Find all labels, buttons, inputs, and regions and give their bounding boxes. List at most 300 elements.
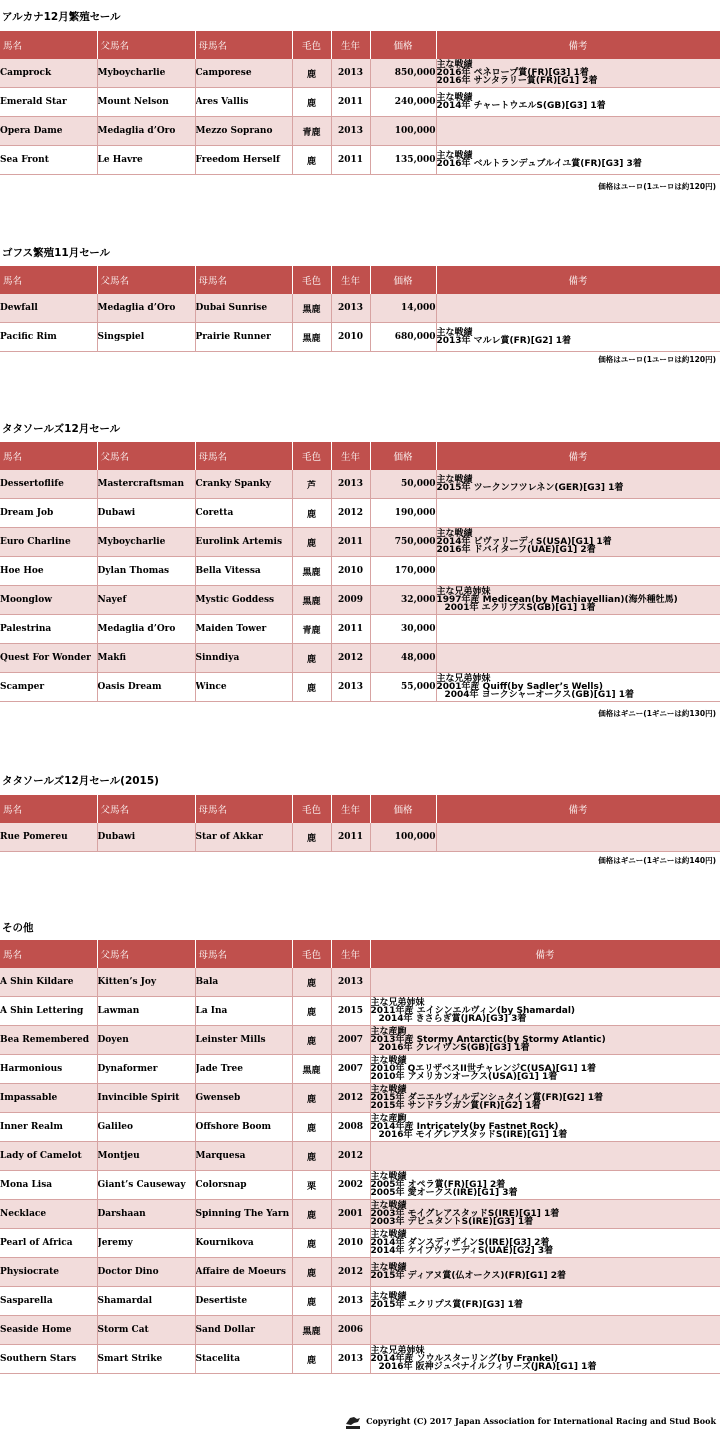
remarks	[370, 1026, 720, 1055]
sire-name: Nayef	[97, 586, 195, 615]
header-row	[0, 940, 720, 968]
remark-line: 2005年 愛オークス(IRE)[G1] 3着	[370, 1188, 518, 1198]
remarks	[436, 59, 720, 88]
remark-line: 2016年 モイグレアスタッドS(IRE)[G1] 1着	[378, 1130, 568, 1140]
coat-color: 黒鹿	[292, 1055, 331, 1084]
dam-name: Kournikova	[195, 1229, 292, 1258]
birth-year: 2011	[331, 88, 370, 117]
remark-line: 主な戦績	[370, 1201, 407, 1211]
remark-line: 2014年 きさらぎ賞(JRA)[G3] 3着	[378, 1014, 527, 1024]
header-name: 馬名	[0, 940, 97, 968]
price-note: 価格はギニー(1ギニーは約140円)	[598, 856, 716, 865]
remark-line: 2015年 サンドランガン賞(FR)[G2] 1着	[370, 1101, 541, 1111]
remark-line: 主な戦績	[370, 1056, 407, 1066]
sale-table	[0, 442, 720, 702]
coat-color: 鹿	[292, 823, 331, 852]
remark-line: 2005年 オペラ賞(FR)[G1] 2着	[370, 1180, 506, 1190]
coat-color: 青鹿	[292, 615, 331, 644]
remark-line: 主な戦績	[436, 93, 473, 103]
dam-name: Leinster Mills	[195, 1026, 292, 1055]
header-note: 備考	[436, 266, 720, 294]
horse-name: Emerald Star	[0, 88, 97, 117]
dam-name: Stacelita	[195, 1345, 292, 1374]
horse-name: Inner Realm	[0, 1113, 97, 1142]
coat-color: 鹿	[292, 1026, 331, 1055]
remark-line: 主な戦績	[370, 1172, 407, 1182]
birth-year: 2013	[331, 1345, 370, 1374]
dam-name: Bala	[195, 968, 292, 997]
header-dam: 母馬名	[195, 266, 292, 294]
remark-line: 主な戦績	[436, 328, 473, 338]
remarks	[370, 1055, 720, 1084]
dam-name: Spinning The Yarn	[195, 1200, 292, 1229]
horse-name: Impassable	[0, 1084, 97, 1113]
table-row	[0, 557, 720, 586]
sire-name: Dubawi	[97, 823, 195, 852]
dam-name: Freedom Herself	[195, 146, 292, 175]
table-row	[0, 1200, 720, 1229]
dam-name: Jade Tree	[195, 1055, 292, 1084]
dam-name: Ares Vallis	[195, 88, 292, 117]
remark-line: 2013年 マルレ賞(FR)[G2] 1着	[436, 336, 572, 346]
table-row	[0, 59, 720, 88]
dam-name: Sinndiya	[195, 644, 292, 673]
other-table	[0, 940, 720, 1374]
header-color: 毛色	[292, 31, 331, 59]
remark-line: 2014年 ダンスディザインS(IRE)[G3] 2着	[370, 1238, 550, 1248]
birth-year: 2012	[331, 499, 370, 528]
horse-name: Pearl of Africa	[0, 1229, 97, 1258]
horse-name: A Shin Lettering	[0, 997, 97, 1026]
jairs-logo-icon	[344, 1412, 362, 1430]
horse-name: A Shin Kildare	[0, 968, 97, 997]
coat-color: 黒鹿	[292, 1316, 331, 1345]
header-name: 馬名	[0, 266, 97, 294]
table-row	[0, 323, 720, 352]
remark-line: 主な戦績	[370, 1292, 407, 1302]
sire-name: Montjeu	[97, 1142, 195, 1171]
price: 190,000	[370, 499, 436, 528]
header-year: 生年	[331, 795, 370, 823]
coat-color: 鹿	[292, 146, 331, 175]
header-name: 馬名	[0, 442, 97, 470]
header-year: 生年	[331, 31, 370, 59]
header-color: 毛色	[292, 266, 331, 294]
price: 850,000	[370, 59, 436, 88]
remarks	[370, 1287, 720, 1316]
remarks	[370, 1200, 720, 1229]
remark-line: 主な産駒	[370, 1027, 407, 1037]
birth-year: 2011	[331, 615, 370, 644]
header-note: 備考	[370, 940, 720, 968]
sire-name: Darshaan	[97, 1200, 195, 1229]
remark-line: 2014年産 Intricately(by Fastnet Rock)	[370, 1122, 559, 1132]
birth-year: 2012	[331, 1258, 370, 1287]
dam-name: Sand Dollar	[195, 1316, 292, 1345]
price: 14,000	[370, 294, 436, 323]
header-row	[0, 31, 720, 59]
remark-line: 2010年 QエリザベスII世チャレンジC(USA)[G1] 1着	[370, 1064, 596, 1074]
dam-name: Affaire de Moeurs	[195, 1258, 292, 1287]
sire-name: Galileo	[97, 1113, 195, 1142]
price: 240,000	[370, 88, 436, 117]
table-row	[0, 823, 720, 852]
remarks	[370, 1229, 720, 1258]
birth-year: 2013	[331, 470, 370, 499]
birth-year: 2009	[331, 586, 370, 615]
birth-year: 2008	[331, 1113, 370, 1142]
remark-line: 2015年 ツークンフツレネン(GER)[G3] 1着	[436, 483, 624, 493]
remark-line: 主な戦績	[370, 1085, 407, 1095]
header-row	[0, 795, 720, 823]
birth-year: 2010	[331, 1229, 370, 1258]
remark-line: 2016年 ドバイターフ(UAE)[G1] 2着	[436, 545, 596, 555]
remarks	[436, 644, 720, 673]
dam-name: Mystic Goddess	[195, 586, 292, 615]
horse-name: Physiocrate	[0, 1258, 97, 1287]
remark-line: 主な戦績	[370, 1230, 407, 1240]
dam-name: Gwenseb	[195, 1084, 292, 1113]
dam-name: Desertiste	[195, 1287, 292, 1316]
remark-line: 主な兄弟姉妹	[370, 1346, 425, 1356]
price: 55,000	[370, 673, 436, 702]
coat-color: 鹿	[292, 1229, 331, 1258]
coat-color: 鹿	[292, 997, 331, 1026]
dam-name: Cranky Spanky	[195, 470, 292, 499]
horse-name: Seaside Home	[0, 1316, 97, 1345]
dam-name: Camporese	[195, 59, 292, 88]
table-row	[0, 1084, 720, 1113]
birth-year: 2012	[331, 644, 370, 673]
coat-color: 鹿	[292, 1200, 331, 1229]
horse-name: Euro Charline	[0, 528, 97, 557]
header-name: 馬名	[0, 795, 97, 823]
price: 170,000	[370, 557, 436, 586]
dam-name: Wince	[195, 673, 292, 702]
remark-line: 2003年 モイグレアスタッドS(IRE)[G1] 1着	[370, 1209, 560, 1219]
horse-name: Bea Remembered	[0, 1026, 97, 1055]
birth-year: 2011	[331, 528, 370, 557]
table-row	[0, 615, 720, 644]
sire-name: Mastercraftsman	[97, 470, 195, 499]
header-sire: 父馬名	[97, 31, 195, 59]
section-title: タタソールズ12月セール	[2, 423, 121, 435]
sire-name: Doyen	[97, 1026, 195, 1055]
dam-name: La Ina	[195, 997, 292, 1026]
horse-name: Harmonious	[0, 1055, 97, 1084]
copyright-text: Copyright (C) 2017 Japan Association for International Racing and Stud Book	[366, 1416, 716, 1426]
birth-year: 2002	[331, 1171, 370, 1200]
remark-line: 2015年 エクリプス賞(FR)[G3] 1着	[370, 1300, 523, 1310]
dam-name: Offshore Boom	[195, 1113, 292, 1142]
price: 48,000	[370, 644, 436, 673]
horse-name: Sea Front	[0, 146, 97, 175]
remark-line: 1997年産 Medicean(by Machiavellian)(海外種牡馬)	[436, 595, 678, 605]
remark-line: 主な戦績	[370, 1263, 407, 1273]
dam-name: Dubai Sunrise	[195, 294, 292, 323]
remarks	[436, 117, 720, 146]
table-row	[0, 1345, 720, 1374]
coat-color: 青鹿	[292, 117, 331, 146]
birth-year: 2010	[331, 557, 370, 586]
remarks	[436, 499, 720, 528]
coat-color: 鹿	[292, 1258, 331, 1287]
remark-line: 2014年 ビヴァリーディS(USA)[G1] 1着	[436, 537, 612, 547]
sire-name: Myboycharlie	[97, 59, 195, 88]
dam-name: Mezzo Soprano	[195, 117, 292, 146]
table-row	[0, 1229, 720, 1258]
price: 30,000	[370, 615, 436, 644]
remarks	[436, 823, 720, 852]
coat-color: 鹿	[292, 88, 331, 117]
sire-name: Smart Strike	[97, 1345, 195, 1374]
sire-name: Invincible Spirit	[97, 1084, 195, 1113]
birth-year: 2013	[331, 673, 370, 702]
coat-color: 鹿	[292, 499, 331, 528]
sire-name: Medaglia d’Oro	[97, 117, 195, 146]
coat-color: 芦	[292, 470, 331, 499]
sire-name: Dubawi	[97, 499, 195, 528]
sale-table	[0, 31, 720, 175]
dam-name: Colorsnap	[195, 1171, 292, 1200]
remark-line: 2015年 ディアヌ賞(仏オークス)(FR)[G1] 2着	[370, 1271, 567, 1281]
table-row	[0, 1287, 720, 1316]
table-row	[0, 499, 720, 528]
remark-line: 主な兄弟姉妹	[370, 998, 425, 1008]
header-dam: 母馬名	[195, 940, 292, 968]
header-price: 価格	[370, 795, 436, 823]
sire-name: Mount Nelson	[97, 88, 195, 117]
birth-year: 2007	[331, 1055, 370, 1084]
sale-table	[0, 266, 720, 352]
table-row	[0, 88, 720, 117]
section-title: その他	[2, 922, 34, 934]
coat-color: 鹿	[292, 1345, 331, 1374]
remark-line: 主な戦績	[436, 151, 473, 161]
remarks	[436, 528, 720, 557]
birth-year: 2013	[331, 117, 370, 146]
header-color: 毛色	[292, 940, 331, 968]
remarks	[436, 615, 720, 644]
remark-line: 主な兄弟姉妹	[436, 674, 491, 684]
header-year: 生年	[331, 940, 370, 968]
remarks	[370, 1345, 720, 1374]
birth-year: 2001	[331, 1200, 370, 1229]
header-color: 毛色	[292, 442, 331, 470]
birth-year: 2011	[331, 146, 370, 175]
coat-color: 鹿	[292, 1142, 331, 1171]
table-row	[0, 528, 720, 557]
birth-year: 2012	[331, 1142, 370, 1171]
price: 100,000	[370, 117, 436, 146]
coat-color: 栗	[292, 1171, 331, 1200]
horse-name: Dessertoflife	[0, 470, 97, 499]
table-row	[0, 1171, 720, 1200]
remarks	[370, 1113, 720, 1142]
header-dam: 母馬名	[195, 31, 292, 59]
table-row	[0, 968, 720, 997]
coat-color: 鹿	[292, 528, 331, 557]
table-row	[0, 1026, 720, 1055]
table-row	[0, 1142, 720, 1171]
price-note: 価格はユーロ(1ユーロは約120円)	[598, 182, 716, 191]
header-sire: 父馬名	[97, 795, 195, 823]
header-note: 備考	[436, 442, 720, 470]
remark-line: 2016年 阪神ジュベナイルフィリーズ(JRA)[G1] 1着	[378, 1362, 597, 1372]
remark-line: 2016年 ベルトランデュブルイユ賞(FR)[G3] 3着	[436, 159, 642, 169]
birth-year: 2006	[331, 1316, 370, 1345]
remark-line: 2016年 サンタラリー賞(FR)[G1] 2着	[436, 76, 598, 86]
price-note: 価格はユーロ(1ユーロは約120円)	[598, 355, 716, 364]
horse-name: Southern Stars	[0, 1345, 97, 1374]
sire-name: Medaglia d’Oro	[97, 294, 195, 323]
birth-year: 2012	[331, 1084, 370, 1113]
table-row	[0, 1258, 720, 1287]
dam-name: Maiden Tower	[195, 615, 292, 644]
header-year: 生年	[331, 266, 370, 294]
sire-name: Medaglia d’Oro	[97, 615, 195, 644]
sire-name: Oasis Dream	[97, 673, 195, 702]
horse-name: Pacific Rim	[0, 323, 97, 352]
remarks	[436, 294, 720, 323]
horse-name: Dream Job	[0, 499, 97, 528]
sire-name: Shamardal	[97, 1287, 195, 1316]
table-row	[0, 673, 720, 702]
header-row	[0, 442, 720, 470]
coat-color: 鹿	[292, 968, 331, 997]
coat-color: 鹿	[292, 1084, 331, 1113]
header-price: 価格	[370, 31, 436, 59]
dam-name: Bella Vitessa	[195, 557, 292, 586]
coat-color: 鹿	[292, 59, 331, 88]
remark-line: 2010年 アメリカンオークス(USA)[G1] 1着	[370, 1072, 558, 1082]
table-row	[0, 1113, 720, 1142]
header-sire: 父馬名	[97, 940, 195, 968]
remarks	[370, 1142, 720, 1171]
coat-color: 黒鹿	[292, 557, 331, 586]
remarks	[370, 1084, 720, 1113]
remark-line: 2016年 ペネロープ賞(FR)[G3] 1着	[436, 68, 589, 78]
horse-name: Hoe Hoe	[0, 557, 97, 586]
sire-name: Dynaformer	[97, 1055, 195, 1084]
horse-name: Rue Pomereu	[0, 823, 97, 852]
remark-line: 主な戦績	[436, 60, 473, 70]
remarks	[370, 1316, 720, 1345]
price: 32,000	[370, 586, 436, 615]
horse-name: Necklace	[0, 1200, 97, 1229]
coat-color: 黒鹿	[292, 294, 331, 323]
remarks	[436, 146, 720, 175]
price: 135,000	[370, 146, 436, 175]
horse-name: Dewfall	[0, 294, 97, 323]
table-row	[0, 1316, 720, 1345]
table-row	[0, 294, 720, 323]
remark-line: 2003年 デビュタントS(IRE)[G3] 1着	[370, 1217, 534, 1227]
remark-line: 2014年 チャートウエルS(GB)[G3] 1着	[436, 101, 606, 111]
header-sire: 父馬名	[97, 442, 195, 470]
table-row	[0, 644, 720, 673]
sale-table	[0, 795, 720, 852]
remark-line: 2001年産 Quiff(by Sadler’s Wells)	[436, 682, 603, 692]
horse-name: Scamper	[0, 673, 97, 702]
header-sire: 父馬名	[97, 266, 195, 294]
birth-year: 2013	[331, 968, 370, 997]
coat-color: 黒鹿	[292, 323, 331, 352]
sire-name: Lawman	[97, 997, 195, 1026]
dam-name: Eurolink Artemis	[195, 528, 292, 557]
header-note: 備考	[436, 31, 720, 59]
horse-name: Mona Lisa	[0, 1171, 97, 1200]
horse-name: Opera Dame	[0, 117, 97, 146]
sire-name: Singspiel	[97, 323, 195, 352]
horse-name: Sasparella	[0, 1287, 97, 1316]
header-dam: 母馬名	[195, 795, 292, 823]
remark-line: 2004年 ヨークシャーオークス(GB)[G1] 1着	[444, 690, 634, 700]
remark-line: 2013年産 Stormy Antarctic(by Stormy Atlantic)	[370, 1035, 606, 1045]
table-row	[0, 586, 720, 615]
birth-year: 2007	[331, 1026, 370, 1055]
section-title: ゴフス繁殖11月セール	[2, 247, 111, 259]
remarks	[370, 997, 720, 1026]
table-row	[0, 1055, 720, 1084]
header-row	[0, 266, 720, 294]
horse-name: Palestrina	[0, 615, 97, 644]
sire-name: Myboycharlie	[97, 528, 195, 557]
price: 50,000	[370, 470, 436, 499]
remarks	[436, 673, 720, 702]
header-price: 価格	[370, 266, 436, 294]
remark-line: 主な産駒	[370, 1114, 407, 1124]
horse-name: Camprock	[0, 59, 97, 88]
remark-line: 2015年 ダニエルヴィルデンシュタイン賞(FR)[G2] 1着	[370, 1093, 603, 1103]
dam-name: Prairie Runner	[195, 323, 292, 352]
sire-name: Doctor Dino	[97, 1258, 195, 1287]
remark-line: 主な戦績	[436, 529, 473, 539]
remark-line: 2016年 クレイヴンS(GB)[G3] 1着	[378, 1043, 530, 1053]
price: 750,000	[370, 528, 436, 557]
remarks	[436, 323, 720, 352]
dam-name: Star of Akkar	[195, 823, 292, 852]
header-price: 価格	[370, 442, 436, 470]
coat-color: 鹿	[292, 1113, 331, 1142]
remark-line: 2014年 ケイプヴァーディS(UAE)[G2] 3着	[370, 1246, 554, 1256]
birth-year: 2013	[331, 1287, 370, 1316]
remark-line: 主な兄弟姉妹	[436, 587, 491, 597]
coat-color: 黒鹿	[292, 586, 331, 615]
sire-name: Kitten’s Joy	[97, 968, 195, 997]
header-dam: 母馬名	[195, 442, 292, 470]
dam-name: Coretta	[195, 499, 292, 528]
section-title: タタソールズ12月セール(2015)	[2, 775, 159, 787]
header-name: 馬名	[0, 31, 97, 59]
table-row	[0, 470, 720, 499]
sire-name: Dylan Thomas	[97, 557, 195, 586]
table-row	[0, 146, 720, 175]
birth-year: 2011	[331, 823, 370, 852]
horse-name: Lady of Camelot	[0, 1142, 97, 1171]
coat-color: 鹿	[292, 644, 331, 673]
remark-line: 2011年産 エイシンエルヴィン(by Shamardal)	[370, 1006, 576, 1016]
sire-name: Jeremy	[97, 1229, 195, 1258]
birth-year: 2013	[331, 59, 370, 88]
remark-line: 2014年産 ソウルスターリング(by Frankel)	[370, 1354, 559, 1364]
dam-name: Marquesa	[195, 1142, 292, 1171]
header-note: 備考	[436, 795, 720, 823]
coat-color: 鹿	[292, 1287, 331, 1316]
remarks	[370, 1258, 720, 1287]
remark-line: 主な戦績	[436, 475, 473, 485]
horse-name: Moonglow	[0, 586, 97, 615]
